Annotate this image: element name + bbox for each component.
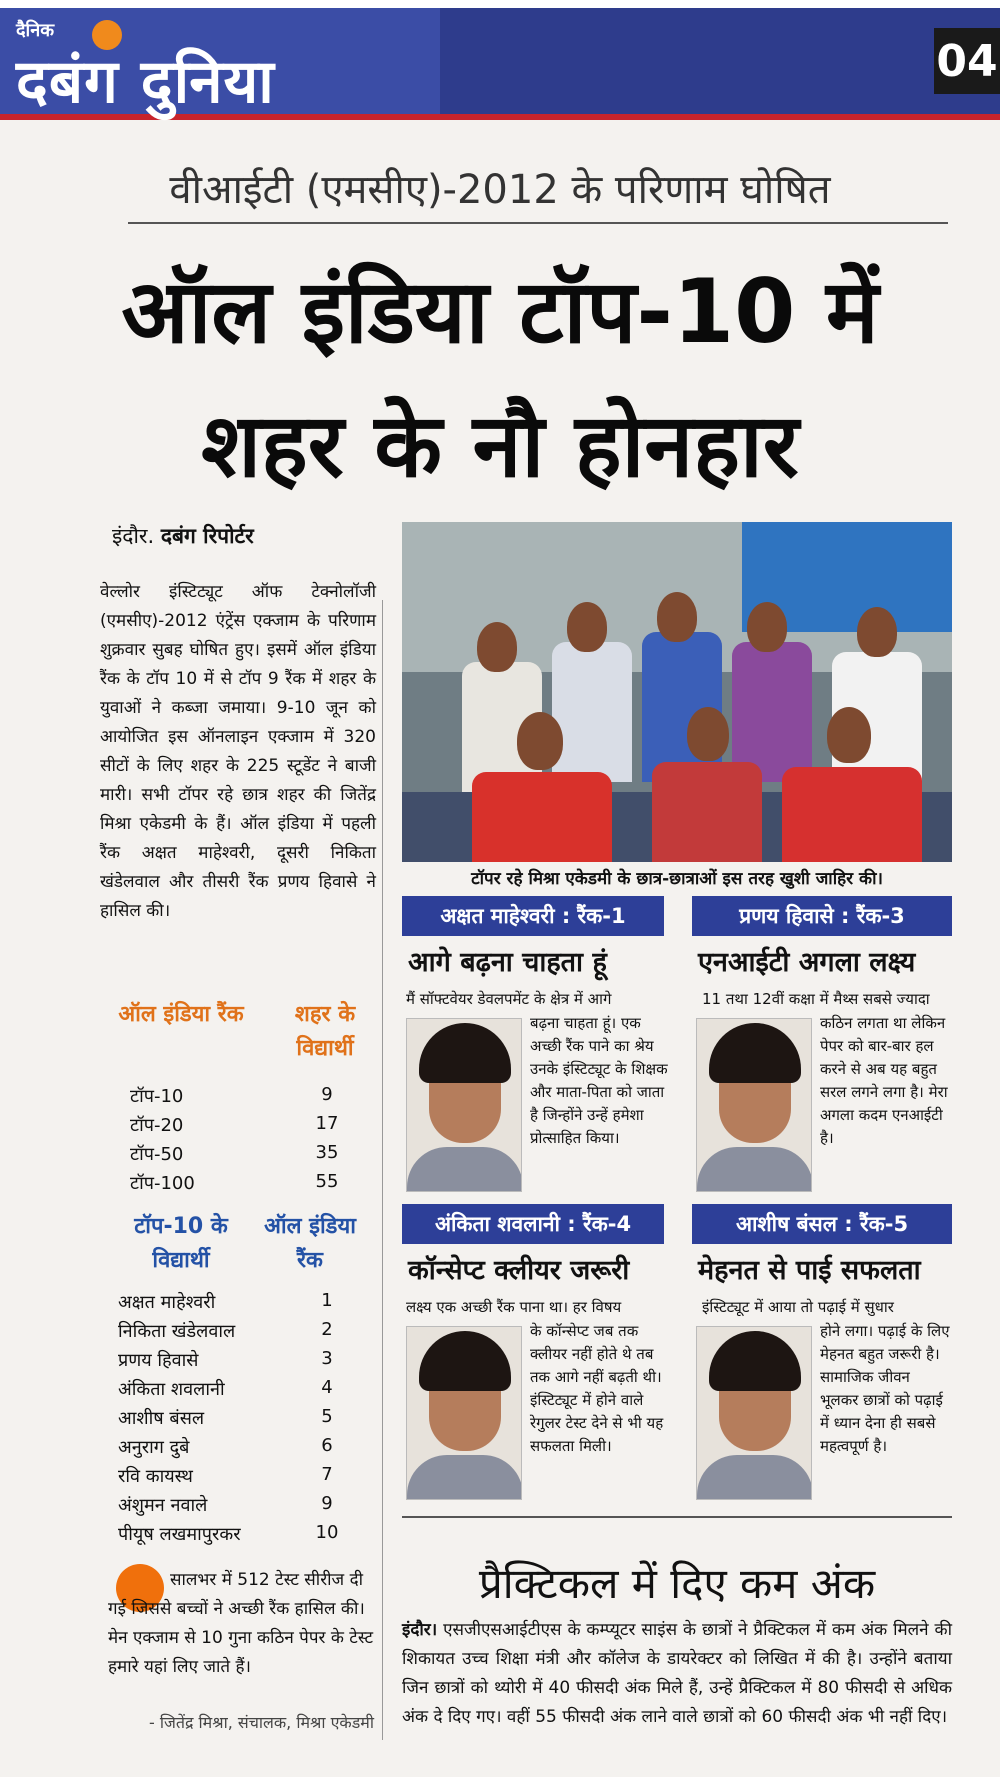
table2-head-students: टॉप-10 के विद्यार्थी [134,1214,228,1273]
table1-rank: टॉप-10 [130,1086,184,1107]
topper-4-portrait [696,1326,812,1500]
table2-row [110,1319,370,1348]
page-number: 04 [934,28,1000,94]
story-place: इंदौर। [402,1620,438,1640]
table2-row [110,1406,370,1435]
portrait-torso [697,1147,812,1192]
topper-3-first-line: लक्ष्य एक अच्छी रैंक पाना था। हर विषय [406,1298,622,1316]
story-text [402,1616,952,1732]
kicker-headline: वीआईटी (एमसीए)-2012 के परिणाम घोषित [169,167,831,213]
table2-name: पीयूष लखमापुरकर [118,1524,241,1545]
photo-student-head [687,707,729,761]
academy-quote [108,1566,376,1682]
dateline-reporter: दबंग रिपोर्टर [160,524,254,548]
table2-row [110,1493,370,1522]
column-rule [382,600,383,1740]
table2-rank: 1 [321,1290,333,1311]
table2-rank: 3 [321,1348,333,1369]
table1-rank: टॉप-20 [130,1115,184,1136]
photo-student-head [747,602,787,652]
photo-student [552,642,632,782]
table2-name: रवि कायस्थ [118,1466,193,1487]
photo-student-head [517,712,563,770]
newspaper-name: दबंग दुनिया [16,47,275,117]
story-rule [402,1516,952,1518]
main-headline-line-2: शहर के नौ होनहार [201,394,799,497]
table2-name: अंशुमन नवाले [118,1495,208,1516]
photo-student [782,767,922,862]
dateline [112,522,254,550]
table1-count: 55 [315,1171,339,1192]
table2-name: अनुराग दुबे [118,1437,190,1458]
topper-2-text: कठिन लगता था लेकिन पेपर को बार-बार हल करने से अब यह बहुत सरल लगने लगा है। मेरा अगला कदम एनआईटी है। [820,1014,948,1147]
story-body: एसजीएसआईटीएस के कम्प्यूटर साइंस के छात्रों ने प्रैक्टिकल में कम अंक मिलने की शिकायत उच्च शिक्षा मंत्री और कॉलेज के डायरेक्टर को लिखित में की है। उन्होंने बताया जिन छात्रों को थ्योरी में 40 फीसदी अंक मिले हैं, उन्हें प्रैक्टिकल में 80 फीसदी से अधिक अंक दे दिए गए। वहीं 55 फीसदी अंक लाने वाले छात्रों को 60 फीसदी अंक भी नहीं दिए। [402,1620,952,1727]
topper-3-rank-bar: अंकिता शवलानी : रैंक-4 [402,1204,664,1244]
topper-2-rank-bar: प्रणय हिवासे : रैंक-3 [692,896,952,936]
table2-rank: 10 [315,1522,339,1543]
table2-head-rank: ऑल इंडिया रैंक [264,1214,356,1273]
table2-row [110,1377,370,1406]
table1-rank: टॉप-50 [130,1144,184,1165]
group-photo [402,522,952,862]
topper-4-rank-bar: आशीष बंसल : रैंक-5 [692,1204,952,1244]
table2-rank: 9 [321,1493,333,1514]
table2-name: प्रणय हिवासे [118,1350,199,1371]
table2-rank: 2 [321,1319,333,1340]
photo-caption: टॉपर रहे मिश्रा एकेडमी के छात्र-छात्राओं इस तरह खुशी जाहिर की। [471,869,883,889]
portrait-hair [709,1023,801,1083]
table1-count: 17 [315,1113,339,1134]
topper-2-portrait [696,1018,812,1192]
table2-rank: 7 [321,1464,333,1485]
quote-text: सालभर में 512 टेस्ट सीरीज दी गई जिससे बच्चों ने अच्छी रैंक हासिल की। मेन एक्जाम से 10 गुना कठिन पेपर के टेस्ट हमारे यहां लिए जाते हैं। [108,1570,374,1677]
table2-name: अंकिता शवलानी [118,1379,225,1400]
dateline-place: इंदौर. [112,524,155,548]
portrait-torso [407,1147,522,1192]
table1-row [110,1113,370,1142]
table2-rank: 5 [321,1406,333,1427]
table1-row [110,1171,370,1200]
photo-student-head [477,622,517,672]
table1-count: 9 [321,1084,333,1105]
table2-row [110,1464,370,1493]
table1-head-rank: ऑल इंडिया रैंक [118,1002,244,1027]
photo-student [652,762,762,862]
table1-head-students: शहर के विद्यार्थी [294,1002,356,1061]
portrait-torso [697,1455,812,1500]
portrait-hair [709,1331,801,1391]
portrait-hair [419,1331,511,1391]
photo-student-head [567,602,607,652]
photo-student-head [827,707,871,763]
portrait-hair [419,1023,511,1083]
table2-name: अक्षत माहेश्वरी [118,1292,216,1313]
topper-4-first-line: इंस्टिट्यूट में आया तो पढ़ाई में सुधार [702,1298,894,1316]
table1-row [110,1142,370,1171]
topper-3-title: कॉन्सेप्ट क्लीयर जरूरी [408,1255,630,1286]
photo-student [732,642,812,782]
table2-row [110,1435,370,1464]
masthead-small-text: दैनिक [16,20,55,41]
topper-3-portrait [406,1326,522,1500]
photo-student-head [657,592,697,642]
topper-3-text: के कॉन्सेप्ट जब तक क्लीयर नहीं होते थे तब तक आगे नहीं बढ़ती थी। इंस्टिट्यूट में होने वाले रेगुलर टेस्ट देने से भी यह सफलता मिली। [530,1322,664,1455]
topper-1-first-line: मैं सॉफ्टवेयर डेवलपमेंट के क्षेत्र में आगे [406,990,612,1008]
table2-name: आशीष बंसल [118,1408,205,1429]
table2-rank: 4 [321,1377,333,1398]
table2-row [110,1348,370,1377]
story-headline: प्रैक्टिकल में दिए कम अंक [478,1559,876,1608]
table2-name: निकिता खंडेलवाल [118,1321,236,1342]
quote-source: - जितेंद्र मिश्रा, संचालक, मिश्रा एकेडमी [148,1713,374,1732]
topper-1-rank-bar: अक्षत माहेश्वरी : रैंक-1 [402,896,664,936]
topper-1-portrait [406,1018,522,1192]
topper-1-text: बढ़ना चाहता हूं। एक अच्छी रैंक पाने का श्रेय उनके इंस्टिट्यूट के शिक्षक और माता-पिता को जाता है जिन्होंने उन्हें हमेशा प्रोत्साहित किया। [530,1014,668,1147]
topper-2-first-line: 11 तथा 12वीं कक्षा में मैथ्स सबसे ज्यादा [702,990,930,1008]
table1-count: 35 [315,1142,339,1163]
photo-student [472,772,612,862]
table1-rank: टॉप-100 [130,1173,195,1194]
table2-row [110,1290,370,1319]
main-headline-line-1: ऑल इंडिया टॉप-10 में [121,260,879,363]
topper-4-text: होने लगा। पढ़ाई के लिए मेहनत बहुत जरूरी है। सामाजिक जीवन भूलकर छात्रों को पढ़ाई में ध्यान देना ही सबसे महत्वपूर्ण है। [820,1322,950,1455]
portrait-torso [407,1455,522,1500]
table1-row [110,1084,370,1113]
table2-rank: 6 [321,1435,333,1456]
table2-row [110,1522,370,1551]
intro-paragraph: वेल्लोर इंस्टिट्यूट ऑफ टेक्नोलॉजी (एमसीए)-2012 एंट्रेंस एक्जाम के परिणाम शुक्रवार सुबह घोषित हुए। इसमें ऑल इंडिया रैंक के टॉप 10 में से टॉप 9 रैंक में शहर के युवाओं ने कब्जा जमाया। 9-10 जून को आयोजित इस ऑनलाइन एक्जाम में 320 सीटों के लिए शहर के 225 स्टूडेंट ने बाजी मारी। सभी टॉपर रहे छात्र शहर की जितेंद्र मिश्रा एकेडमी के हैं। ऑल इंडिया में पहली रैंक अक्षत माहेश्वरी, दूसरी निकिता खंडेलवाल और तीसरी रैंक प्रणय हिवासे ने हासिल की। [100,582,376,921]
masthead [0,0,1000,120]
masthead-top-strip [0,0,1000,8]
topper-2-title: एनआईटी अगला लक्ष्य [698,947,916,978]
kicker-rule [128,222,948,224]
photo-student-head [857,607,897,657]
topper-1-title: आगे बढ़ना चाहता हूं [408,947,607,978]
topper-4-title: मेहनत से पाई सफलता [698,1255,921,1286]
